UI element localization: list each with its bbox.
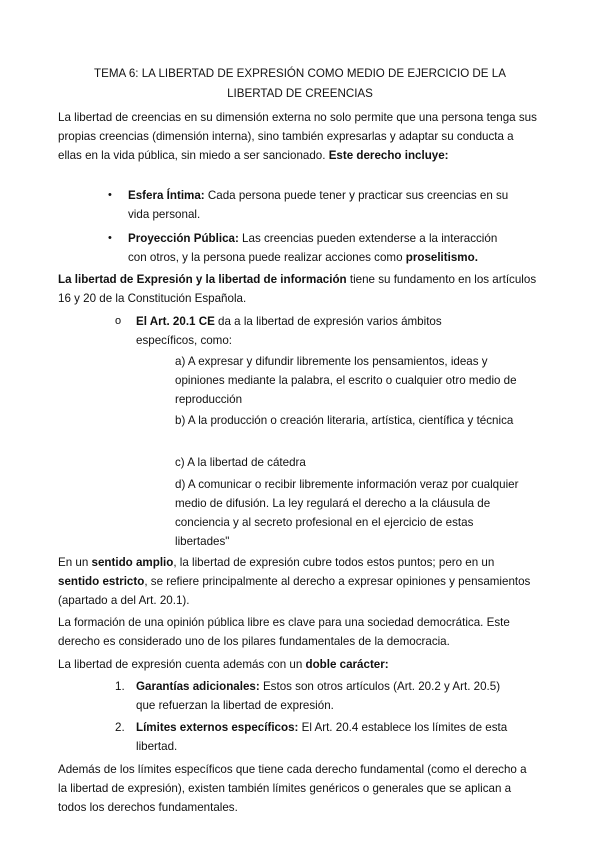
- art20-item-a: a) A expresar y difundir libremente los pensamientos, ideas y opiniones mediante la palabra, el escrito o cualquier otro medio de reproducción: [175, 355, 517, 406]
- numbered-text: Estos son otros artículos (Art. 20.2 y Art. 20.5) que refuerzan la libertad de expresión.: [136, 680, 501, 712]
- double-text: La libertad de expresión cuenta además con un: [58, 658, 306, 671]
- opinion-paragraph: La formación de una opinión pública libre es clave para una sociedad democrática. Este derecho es considerado uno de los pilares fundamentales de la democracia.: [58, 616, 510, 648]
- bullet-esfera-intima: [128, 186, 518, 224]
- bullet-proyeccion-publica: [128, 229, 518, 267]
- sense-paragraph: [58, 553, 538, 610]
- art20-item-d: d) A comunicar o recibir libremente información veraz por cualquier medio de difusión. La ley regulará el derecho a la cláusula de conciencia y al secreto profesional en el ejercicio de estas libertades": [175, 478, 519, 548]
- double-bold: doble carácter:: [305, 658, 389, 671]
- numbered-term: Garantías adicionales:: [136, 680, 260, 693]
- art20-item-c: c) A la libertad de cátedra: [175, 456, 306, 469]
- list-number: 1.: [115, 680, 125, 693]
- title-line-1: TEMA 6: LA LIBERTAD DE EXPRESIÓN COMO MEDIO DE EJERCICIO DE LA: [94, 67, 506, 80]
- bullet-bold-end: proselitismo.: [405, 251, 478, 264]
- bullet-dot-icon: •: [108, 189, 112, 201]
- closing-paragraph: Además de los límites específicos que tiene cada derecho fundamental (como el derecho a la libertad de expresión), existen también límites genéricos o generales que se aplican a todos los derechos fundamentales.: [58, 763, 527, 814]
- intro-text: La libertad de creencias en su dimensión externa no solo permite que una persona tenga sus propias creencias (dimensión interna), sino también expresarlas y adaptar su conducta a ellas en la vida pública, sin miedo a ser sancionado.: [58, 111, 537, 162]
- bullet-text: Cada persona puede tener y practicar sus creencias en su vida personal.: [128, 189, 509, 221]
- intro-bold-tail: Este derecho incluye:: [328, 149, 449, 162]
- list-number: 2.: [115, 721, 125, 734]
- art20-text: da a la libertad de expresión varios ámbitos específicos, como:: [136, 315, 442, 347]
- sense-bold-amplio: sentido amplio: [91, 556, 174, 569]
- bullet-term: Esfera Íntima:: [128, 189, 205, 202]
- sense-text: En un: [58, 556, 92, 569]
- bullet-dot-icon: •: [108, 232, 112, 244]
- art20-item-b: b) A la producción o creación literaria, artística, científica y técnica: [175, 414, 514, 427]
- sense-text: , la libertad de expresión cubre todos estos puntos; pero en un: [173, 556, 495, 569]
- numbered-text: El Art. 20.4 establece los límites de esta libertad.: [136, 721, 508, 753]
- sense-bold-estricto: sentido estricto: [58, 575, 145, 588]
- page-title: [80, 64, 520, 104]
- foundation-paragraph: [58, 270, 538, 308]
- bullet-text: Las creencias pueden extenderse a la interacción con otros, y la persona puede realizar acciones como: [128, 232, 498, 264]
- bullet-term: Proyección Pública:: [128, 232, 239, 245]
- title-line-2: LIBERTAD DE CREENCIAS: [227, 87, 373, 100]
- art20-bold: El Art. 20.1 CE: [136, 315, 215, 328]
- art20-intro: [136, 312, 496, 350]
- double-paragraph: [58, 655, 538, 674]
- numbered-item-limites: [136, 718, 521, 756]
- numbered-term: Límites externos específicos:: [136, 721, 299, 734]
- circle-bullet-icon: o: [115, 315, 122, 327]
- sense-text: , se refiere principalmente al derecho a expresar opiniones y pensamientos (apartado a del Art. 20.1).: [58, 575, 531, 607]
- intro-paragraph: [58, 108, 538, 165]
- numbered-item-garantias: [136, 677, 521, 715]
- foundation-bold: La libertad de Expresión y la libertad de información: [58, 273, 347, 286]
- foundation-text: tiene su fundamento en los artículos 16 y 20 de la Constitución Española.: [58, 273, 537, 305]
